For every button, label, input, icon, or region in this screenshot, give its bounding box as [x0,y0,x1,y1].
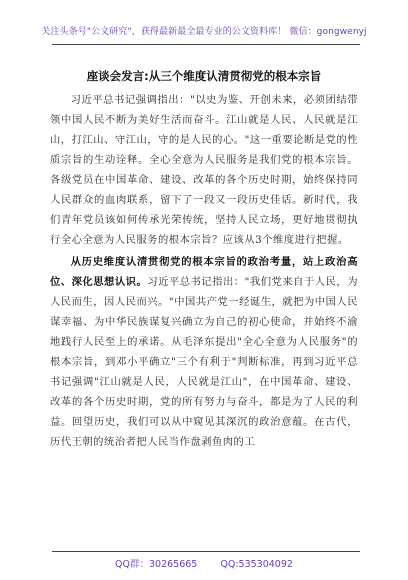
paragraph-text: 习近平总书记指出："我们党来自于人民，为人民而生，因人民而兴。"中国共产党一经诞生，就把为中国人民谋幸福、为中华民族谋复兴确立为自己的初心使命，并始终不渝地践行人民至上的承诺。从毛泽东提出"全心全意为人民服务"的根本宗旨，到邓小平确立"三个有利于"判断标准，再到习近平总书记强调"江山就是人民，人民就是江山"，在中国革命、建设、改革的各个历史时期，党的所有努力与奋斗，都是为了人民的利益。回望历史，我们可以从中窥见其深沉的政治意蕴。在古代，历代王朝的统治者把人民当作盘剥鱼肉的工 [50,276,358,448]
paragraph-history [50,252,358,452]
qq-group-text: QQ群：30265665 [115,559,198,570]
qq-text: QQ:535304092 [220,559,293,570]
footer-divider [52,551,360,552]
footer-contact [0,556,408,570]
header-promo-note: 关注头条号"公文研究"，获得最新最全最专业的公文资料库！ 微信：gongwenyj [41,27,367,37]
paragraph-intro: 习近平总书记强调指出："以史为鉴、开创未来，必须团结带领中国人民不断为美好生活而奋斗。江山就是人民、人民就是江山，打江山、守江山，守的是人民的心。"这一重要论断是党的性质宗旨的生动诠释。全心全意为人民服务是我们党的根本宗旨。各级党员在中国革命、建设、改革的各个历史时期，始终保持同人民群众的血肉联系，留下了一段又一段历史佳话。新时代，我们青年党员该如何传承光荣传统，坚持人民立场，更好地贯彻执行全心全意为人民服务的根本宗旨？应该从3个维度进行把握。 [50,94,358,246]
header-divider [52,44,360,45]
document-body [50,90,358,454]
page-title: 座谈会发言:从三个维度认清贯彻党的根本宗旨 [86,69,322,83]
paragraph-heading: 从历史维度认清贯彻党的根本宗旨的政治考量，站上政治高位、深化思想认识。 [50,256,358,288]
